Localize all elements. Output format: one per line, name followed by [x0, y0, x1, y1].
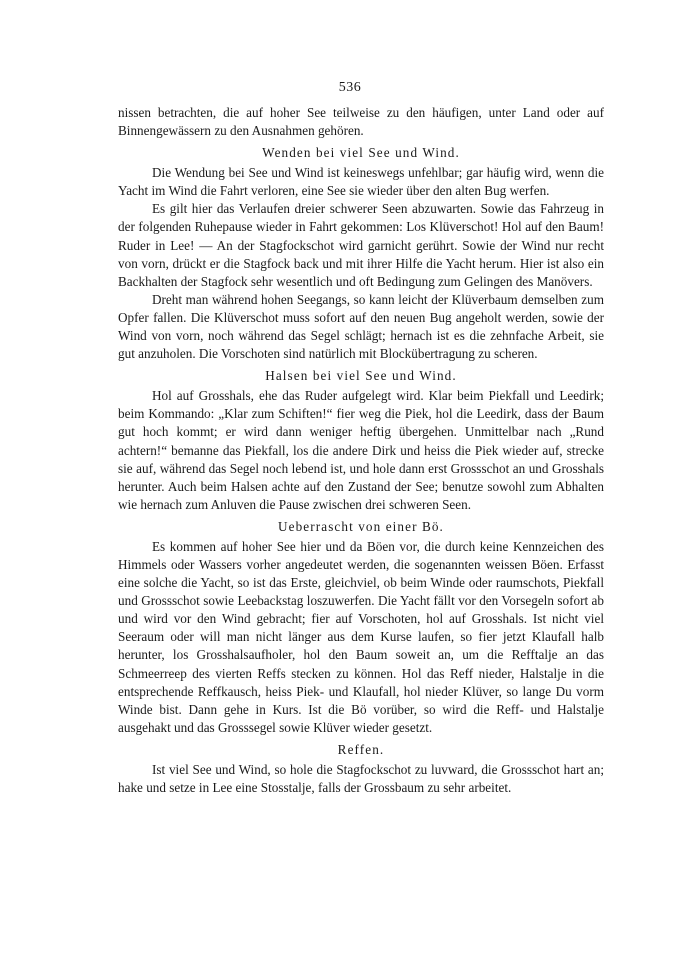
paragraph: nissen betrachten, die auf hoher See teilweise zu den häufigen, unter Land oder auf Binnengewässern zu den Ausnahmen gehören.: [118, 105, 604, 139]
section-heading: Halsen bei viel See und Wind.: [265, 368, 457, 384]
paragraph: Ist viel See und Wind, so hole die Stagfockschot zu luvward, die Grossschot hart an; hake und setze in Lee eine Stosstalje, falls der Grossbaum zu sehr arbeitet.: [118, 761, 604, 795]
page-number: 536: [338, 80, 362, 95]
page-body: [118, 104, 604, 797]
paragraph: Es kommen auf hoher See hier und da Böen vor, die durch keine Kennzeichen des Himmels oder Wassers vorher angedeutet werden, die sogenannten weissen Böen. Erfasst eine solche die Yacht, so ist das Erste, gleichviel, ob beim Winde oder raumschots, Piekfall und Grossschot sowie Leebackstag loszuwerfen. Die Yacht fällt vor den Vorsegeln sofort ab und wird vor den Wind gebracht; fier auf Vorschoten, hol auf Grosshals. Ist nicht viel Seeraum oder will man nicht länger aus dem Kurse laufen, so fier jetzt Klaufall halb herunter, los Grosshalsaufholer, hol den Baum soweit an, um die Refftalje an das Schmeerreep des vierten Reffs stecken zu können. Hol das Reff nieder, Halstalje in die entsprechende Reffkausch, heiss Piek- und Klaufall, hol nieder Klüver, so lange Du vorm Winde bist. Dann gehe in Kurs. Ist die Bö vorüber, so wird die Reff- und Halstalje ausgehakt und das Grosssegel sowie Klüver wieder gesetzt.: [118, 538, 604, 735]
paragraph: Hol auf Grosshals, ehe das Ruder aufgelegt wird. Klar beim Piekfall und Leedirk; beim Kommando: „Klar zum Schiften!“ fier weg die Piek, hol die Leedirk, dass der Baum gut hoch kommt; er wird dann weniger heftig übergehen. Unmittelbar nach „Rund achtern!“ bemanne das Piekfall, los die andere Dirk und heiss die Piek wieder auf, strecke sie auf, während das Segel noch lebend ist, und hole dann erst Grossschot an und Grosshals herunter. Auch beim Halsen achte auf den Zustand der See; benutze sowohl zum Abhalten wie hernach zum Anluven die Pause zwischen drei schweren Seen.: [118, 388, 604, 512]
paragraph: Es gilt hier das Verlaufen dreier schwerer Seen abzuwarten. Sowie das Fahrzeug in der folgenden Ruhepause wieder in Fahrt gekommen: Los Klüverschot! Hol auf den Baum! Ruder in Lee! — An der Stagfockschot wird garnicht gerührt. Sowie der Wind nur recht von vorn, drückt er die Stagfock back und mit ihrer Hilfe die Yacht herum. Hier ist also ein Backhalten der Stagfock sehr wesentlich und oft Bedingung zum Gelingen des Manövers.: [118, 201, 604, 289]
section-heading: Reffen.: [337, 741, 385, 757]
section-heading: Ueberrascht von einer Bö.: [278, 518, 444, 534]
paragraph: Dreht man während hohen Seegangs, so kann leicht der Klüverbaum demselben zum Opfer fallen. Die Klüverschot muss sofort auf den neuen Bug angeholt werden, sowie der Wind von vorn, noch während das Segel schlägt; hernach ist es die zehnfache Arbeit, sie gut anzuholen. Die Vorschoten sind natürlich mit Blockübertragung zu scheren.: [118, 291, 604, 362]
section-heading: Wenden bei viel See und Wind.: [262, 145, 460, 161]
paragraph: Die Wendung bei See und Wind ist keineswegs unfehlbar; gar häufig wird, wenn die Yacht im Wind die Fahrt verloren, eine See sie wieder über den alten Bug werfen.: [118, 165, 604, 199]
